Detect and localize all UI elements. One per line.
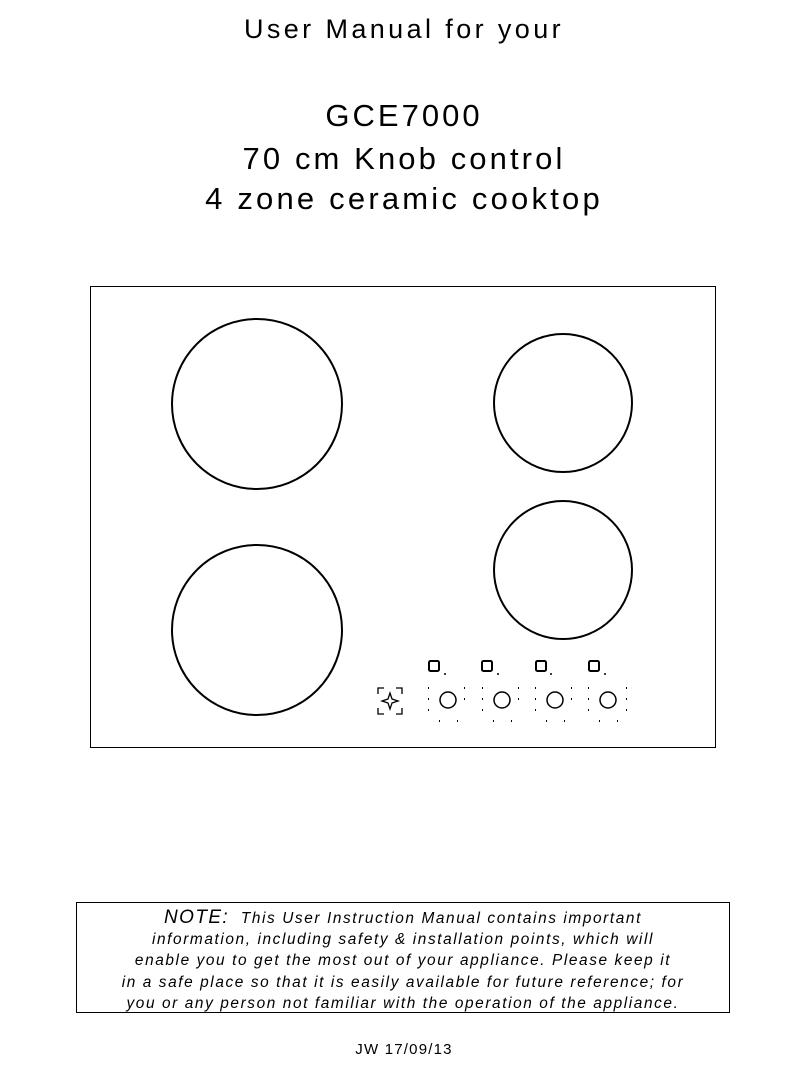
- control-knob-2[interactable]: [494, 692, 510, 708]
- zone-indicator-2: [482, 661, 492, 671]
- control-knob-3[interactable]: [547, 692, 563, 708]
- note-line-4: in a safe place so that it is easily available for future reference; for: [121, 973, 685, 991]
- knob-scale-marks: [428, 687, 627, 722]
- cooking-zone-rear-left: [172, 319, 342, 489]
- zone-indicator-3: [536, 661, 546, 671]
- model-number: GCE7000: [325, 98, 483, 133]
- note-line-5: you or any person not familiar with the operation of the appliance.: [126, 994, 680, 1012]
- control-knob-4[interactable]: [600, 692, 616, 708]
- cooking-zone-front-left: [172, 545, 342, 715]
- cooking-zone-rear-right: [494, 334, 632, 472]
- sparkle-star-icon: [378, 688, 402, 714]
- product-size-description: 70 cm Knob control: [242, 141, 566, 176]
- manual-heading: User Manual for your: [243, 14, 565, 44]
- note-line-2: information, including safety & installation points, which will: [151, 931, 654, 949]
- note-line-3: enable you to get the most out of your appliance. Please keep it: [134, 952, 672, 970]
- note-text-1: This User Instruction Manual contains important: [240, 910, 642, 927]
- note-label: NOTE:: [164, 907, 230, 928]
- control-knob-1[interactable]: [440, 692, 456, 708]
- cooktop-illustration: [90, 286, 716, 748]
- note-box: [76, 902, 730, 1013]
- zone-indicator-4: [589, 661, 599, 671]
- note-line-1: [79, 907, 727, 929]
- product-type-description: 4 zone ceramic cooktop: [205, 181, 603, 216]
- cooking-zone-front-right: [494, 501, 632, 639]
- document-reference: JW 17/09/13: [355, 1041, 453, 1058]
- zone-indicator-1: [429, 661, 439, 671]
- cooktop-diagram: [91, 287, 717, 749]
